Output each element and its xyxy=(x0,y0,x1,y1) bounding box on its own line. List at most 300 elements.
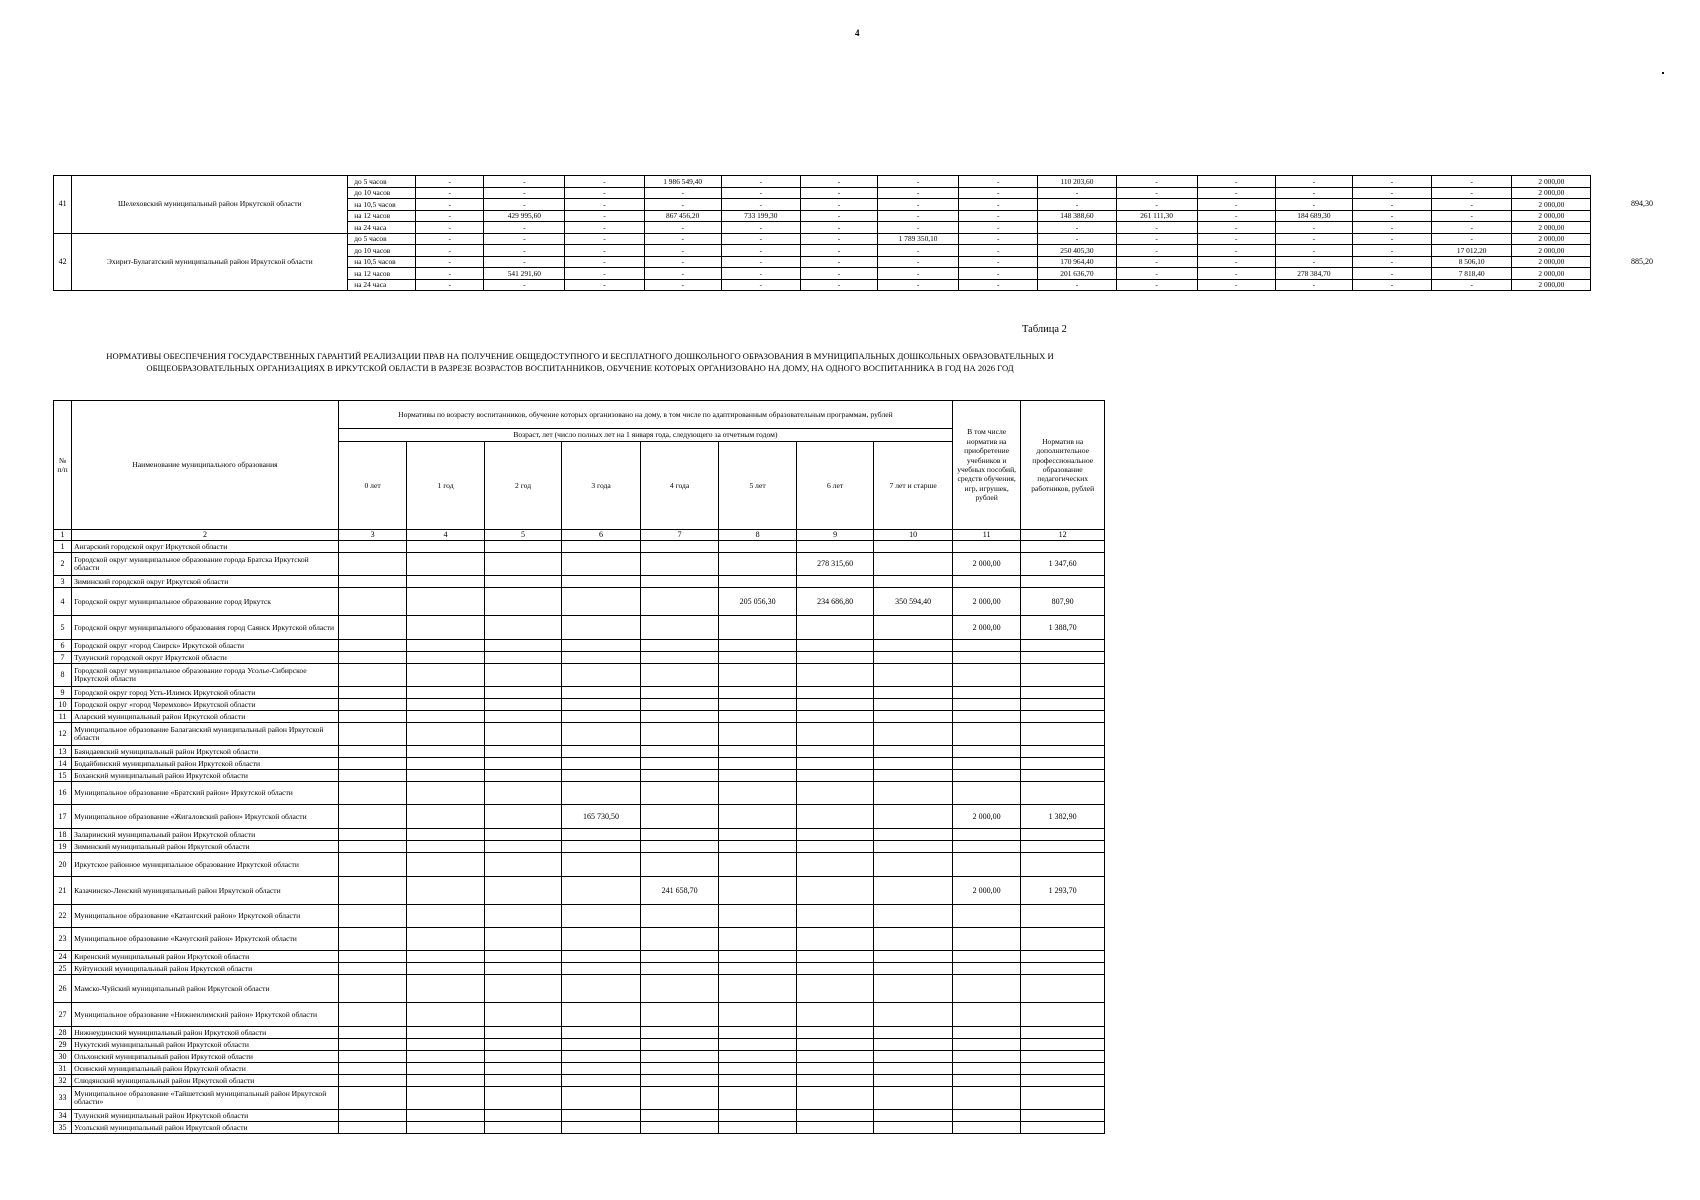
value-cell: - xyxy=(1038,199,1116,211)
table-row xyxy=(54,616,1105,640)
value-cell: 2 000,00 xyxy=(1512,279,1591,291)
value-cell xyxy=(562,723,641,746)
value-cell: - xyxy=(1116,233,1197,245)
value-cell xyxy=(952,758,1020,770)
value-cell: - xyxy=(416,210,484,222)
value-cell: - xyxy=(1275,256,1352,268)
municipality-name: Городской округ муниципальное образование города Братска Иркутской области xyxy=(72,553,339,576)
value-cell: - xyxy=(484,222,565,234)
value-cell xyxy=(338,711,406,723)
municipality-name: Ольхонский муниципальный район Иркутской области xyxy=(72,1051,339,1063)
period-cell: на 24 часа xyxy=(348,279,416,291)
header-index: 9 xyxy=(796,530,874,541)
value-cell xyxy=(874,805,953,829)
value-cell xyxy=(952,664,1020,687)
value-cell xyxy=(796,905,874,928)
value-cell: - xyxy=(721,245,800,257)
municipality-name: Усольский муниципальный район Иркутской области xyxy=(72,1122,339,1134)
table-row xyxy=(54,805,1105,829)
municipality-name: Муниципальное образование «Качугский район» Иркутской области xyxy=(72,928,339,951)
value-cell xyxy=(952,928,1020,951)
value-cell: - xyxy=(721,176,800,188)
value-cell: 1 347,60 xyxy=(1021,553,1105,576)
value-cell: 1 293,70 xyxy=(1021,877,1105,905)
value-cell xyxy=(338,1063,406,1075)
value-cell xyxy=(952,687,1020,699)
value-cell xyxy=(562,588,641,616)
value-cell xyxy=(407,1087,485,1110)
value-cell: - xyxy=(959,279,1038,291)
table-row xyxy=(54,687,1105,699)
row-number: 30 xyxy=(54,1051,72,1063)
value-cell: - xyxy=(644,268,721,280)
value-cell: - xyxy=(959,256,1038,268)
municipality-name: Куйтунский муниципальный район Иркутской области xyxy=(72,963,339,975)
municipality-name: Муниципальное образование «Братский район» Иркутской области xyxy=(72,782,339,805)
value-cell xyxy=(407,1039,485,1051)
row-number: 21 xyxy=(54,877,72,905)
value-cell xyxy=(719,829,797,841)
value-cell xyxy=(640,576,719,588)
row-number: 25 xyxy=(54,963,72,975)
value-cell xyxy=(1021,841,1105,853)
value-cell xyxy=(484,853,562,877)
value-cell xyxy=(640,1122,719,1134)
value-cell: - xyxy=(959,187,1038,199)
value-cell xyxy=(1021,928,1105,951)
value-cell: - xyxy=(878,279,959,291)
row-number: 5 xyxy=(54,616,72,640)
value-cell xyxy=(484,805,562,829)
value-cell: - xyxy=(1352,187,1431,199)
value-cell xyxy=(407,928,485,951)
value-cell xyxy=(874,951,953,963)
row-number: 6 xyxy=(54,640,72,652)
value-cell xyxy=(1021,829,1105,841)
value-cell: 2 000,00 xyxy=(1512,222,1591,234)
value-cell xyxy=(338,1087,406,1110)
value-cell xyxy=(1021,652,1105,664)
value-cell xyxy=(874,553,953,576)
value-cell xyxy=(562,1027,641,1039)
value-cell xyxy=(796,699,874,711)
value-cell xyxy=(338,805,406,829)
municipality-name: Слюдянский муниципальный район Иркутской области xyxy=(72,1075,339,1087)
value-cell xyxy=(719,553,797,576)
value-cell: - xyxy=(721,233,800,245)
row-number: 18 xyxy=(54,829,72,841)
table-row xyxy=(54,1051,1105,1063)
table-row xyxy=(54,770,1105,782)
row-number: 11 xyxy=(54,711,72,723)
header-age-group: Возраст, лет (число полных лет на 1 января года, следующего за отчетным годом) xyxy=(338,429,952,442)
value-cell: - xyxy=(1432,210,1512,222)
value-cell: - xyxy=(416,187,484,199)
value-cell xyxy=(484,652,562,664)
value-cell xyxy=(562,1110,641,1122)
value-cell: - xyxy=(959,222,1038,234)
value-cell xyxy=(407,616,485,640)
header-index: 11 xyxy=(952,530,1020,541)
value-cell xyxy=(338,928,406,951)
row-number: 8 xyxy=(54,664,72,687)
value-cell xyxy=(484,1027,562,1039)
value-cell: - xyxy=(484,199,565,211)
value-cell xyxy=(562,541,641,553)
value-cell xyxy=(796,770,874,782)
value-cell: 2 000,00 xyxy=(952,805,1020,829)
value-cell xyxy=(796,616,874,640)
value-cell: - xyxy=(800,256,877,268)
row-number: 41 xyxy=(54,176,72,234)
value-cell xyxy=(952,576,1020,588)
value-cell: 201 636,70 xyxy=(1038,268,1116,280)
municipality-name: Заларинский муниципальный район Иркутской области xyxy=(72,829,339,841)
value-cell xyxy=(1021,1039,1105,1051)
value-cell xyxy=(562,829,641,841)
value-cell: 7 818,40 xyxy=(1432,268,1512,280)
row-number: 14 xyxy=(54,758,72,770)
municipality-name: Баяндаевский муниципальный район Иркутской области xyxy=(72,746,339,758)
value-cell xyxy=(562,1051,641,1063)
value-cell xyxy=(484,746,562,758)
value-cell: - xyxy=(1352,245,1431,257)
value-cell: - xyxy=(1275,233,1352,245)
value-cell: - xyxy=(644,187,721,199)
value-cell xyxy=(796,652,874,664)
value-cell xyxy=(562,758,641,770)
value-cell: - xyxy=(959,268,1038,280)
municipality-name: Киренский муниципальный район Иркутской области xyxy=(72,951,339,963)
municipality-name: Городской округ муниципальное образование город Иркутск xyxy=(72,588,339,616)
row-number: 7 xyxy=(54,652,72,664)
value-cell xyxy=(338,553,406,576)
value-cell: - xyxy=(959,199,1038,211)
row-number: 10 xyxy=(54,699,72,711)
value-cell: - xyxy=(721,187,800,199)
municipality-name: Муниципальное образование Балаганский муниципальный район Иркутской области xyxy=(72,723,339,746)
value-cell xyxy=(796,829,874,841)
table-row xyxy=(54,664,1105,687)
value-cell xyxy=(562,877,641,905)
value-cell: - xyxy=(1275,187,1352,199)
value-cell xyxy=(719,1110,797,1122)
row-number: 42 xyxy=(54,233,72,291)
value-cell xyxy=(338,664,406,687)
value-cell xyxy=(874,975,953,1003)
municipality-name: Бодайбинский муниципальный район Иркутской области xyxy=(72,758,339,770)
value-cell xyxy=(1021,975,1105,1003)
municipality-name: Городской округ город Усть-Илимск Иркутской области xyxy=(72,687,339,699)
municipality-name: Городской округ муниципального образования город Саянск Иркутской области xyxy=(72,616,339,640)
table-row xyxy=(54,951,1105,963)
value-cell xyxy=(719,1087,797,1110)
value-cell: 2 000,00 xyxy=(1512,187,1591,199)
row-number: 24 xyxy=(54,951,72,963)
value-cell xyxy=(338,841,406,853)
value-cell xyxy=(719,652,797,664)
value-cell xyxy=(952,1003,1020,1027)
value-cell xyxy=(796,1039,874,1051)
table-row xyxy=(54,699,1105,711)
value-cell: - xyxy=(484,187,565,199)
value-cell: - xyxy=(878,245,959,257)
value-cell xyxy=(407,1027,485,1039)
value-cell: - xyxy=(1197,256,1275,268)
value-cell xyxy=(874,1027,953,1039)
table-row xyxy=(54,853,1105,877)
value-cell: - xyxy=(1352,233,1431,245)
value-cell xyxy=(338,770,406,782)
value-cell: - xyxy=(416,233,484,245)
value-cell: 429 995,60 xyxy=(484,210,565,222)
value-cell xyxy=(407,963,485,975)
value-cell xyxy=(1021,758,1105,770)
table-row xyxy=(54,905,1105,928)
value-cell: - xyxy=(800,268,877,280)
value-cell xyxy=(796,687,874,699)
value-cell xyxy=(338,1003,406,1027)
value-cell xyxy=(874,576,953,588)
value-cell xyxy=(952,723,1020,746)
value-cell xyxy=(719,1051,797,1063)
value-cell xyxy=(407,576,485,588)
value-cell: - xyxy=(1116,245,1197,257)
header-age: 5 лет xyxy=(719,442,797,530)
value-cell: - xyxy=(1038,233,1116,245)
value-cell: 2 000,00 xyxy=(952,588,1020,616)
municipality-name: Тулунский городской округ Иркутской области xyxy=(72,652,339,664)
row-number: 3 xyxy=(54,576,72,588)
value-cell: - xyxy=(1197,176,1275,188)
value-cell: - xyxy=(416,245,484,257)
value-cell: 278 315,60 xyxy=(796,553,874,576)
value-cell: 2 000,00 xyxy=(1512,199,1591,211)
value-cell xyxy=(874,905,953,928)
value-cell: 1 388,70 xyxy=(1021,616,1105,640)
value-cell xyxy=(1021,1051,1105,1063)
value-cell: - xyxy=(1197,199,1275,211)
value-cell xyxy=(1021,963,1105,975)
value-cell xyxy=(640,951,719,963)
value-cell: - xyxy=(1116,222,1197,234)
value-cell xyxy=(719,576,797,588)
value-cell xyxy=(640,1075,719,1087)
value-cell xyxy=(640,1063,719,1075)
value-cell: 250 405,30 xyxy=(1038,245,1116,257)
value-cell xyxy=(484,1063,562,1075)
value-cell xyxy=(1021,1075,1105,1087)
value-cell xyxy=(796,1003,874,1027)
value-cell xyxy=(1021,687,1105,699)
municipality-name: Зиминский муниципальный район Иркутской области xyxy=(72,841,339,853)
period-cell: до 10 часов xyxy=(348,187,416,199)
value-cell: - xyxy=(1352,268,1431,280)
value-cell xyxy=(484,1110,562,1122)
municipality-name: Эхирит-Булагатский муниципальный район Иркутской области xyxy=(72,233,348,291)
value-cell xyxy=(562,1122,641,1134)
header-group: Нормативы по возрасту воспитанников, обучение которых организовано на дому, в том числе по адаптированным образовательным программам, рублей xyxy=(338,401,952,429)
period-cell: до 5 часов xyxy=(348,176,416,188)
value-cell: - xyxy=(1197,210,1275,222)
value-cell: - xyxy=(878,187,959,199)
value-cell xyxy=(719,877,797,905)
value-cell xyxy=(719,928,797,951)
value-cell xyxy=(796,723,874,746)
value-cell xyxy=(796,541,874,553)
value-cell xyxy=(562,951,641,963)
value-cell: 541 291,60 xyxy=(484,268,565,280)
period-cell: на 12 часов xyxy=(348,210,416,222)
period-cell: на 10,5 часов xyxy=(348,256,416,268)
header-norm: Норматив на дополнительное профессиональное образование педагогических работников, рублей xyxy=(1021,401,1105,530)
value-cell: 110 203,60 xyxy=(1038,176,1116,188)
row-number: 32 xyxy=(54,1075,72,1087)
value-cell xyxy=(796,963,874,975)
value-cell: - xyxy=(565,222,644,234)
value-cell xyxy=(484,782,562,805)
value-cell xyxy=(338,829,406,841)
value-cell xyxy=(338,699,406,711)
value-cell: - xyxy=(1116,279,1197,291)
value-cell xyxy=(719,746,797,758)
value-cell xyxy=(484,699,562,711)
value-cell: - xyxy=(565,256,644,268)
value-cell: - xyxy=(1038,222,1116,234)
value-cell xyxy=(484,541,562,553)
row-number: 22 xyxy=(54,905,72,928)
table-row xyxy=(54,758,1105,770)
value-cell xyxy=(338,758,406,770)
value-cell xyxy=(1021,1087,1105,1110)
value-cell: 2 000,00 xyxy=(1512,245,1591,257)
value-cell: - xyxy=(1275,176,1352,188)
value-cell: - xyxy=(1038,187,1116,199)
value-cell: 165 730,50 xyxy=(562,805,641,829)
table-row xyxy=(54,640,1105,652)
value-cell xyxy=(640,640,719,652)
value-cell xyxy=(874,1039,953,1051)
value-cell xyxy=(719,853,797,877)
value-cell xyxy=(407,1075,485,1087)
value-cell xyxy=(407,652,485,664)
header-num: № п/п xyxy=(54,401,72,530)
period-cell: на 24 часа xyxy=(348,222,416,234)
table-row xyxy=(54,877,1105,905)
value-cell: - xyxy=(800,199,877,211)
value-cell xyxy=(796,782,874,805)
value-cell xyxy=(719,1003,797,1027)
municipality-name: Нукутский муниципальный район Иркутской области xyxy=(72,1039,339,1051)
table-row xyxy=(54,782,1105,805)
value-cell xyxy=(952,711,1020,723)
value-cell: - xyxy=(878,210,959,222)
value-cell: - xyxy=(565,176,644,188)
value-cell xyxy=(796,1027,874,1039)
value-cell xyxy=(719,664,797,687)
value-cell xyxy=(484,905,562,928)
value-cell xyxy=(874,616,953,640)
value-cell xyxy=(562,975,641,1003)
table-2-title: НОРМАТИВЫ ОБЕСПЕЧЕНИЯ ГОСУДАРСТВЕННЫХ ГАРАНТИЙ РЕАЛИЗАЦИИ ПРАВ НА ПОЛУЧЕНИЕ ОБЩЕДОСТУПНОГО И БЕСПЛАТНОГО ДОШКОЛЬНОГО ОБРАЗОВАНИЯ В МУНИЦИПАЛЬНЫХ ДОШКОЛЬНЫХ ОБРАЗОВАТЕЛЬНЫХ И ОБЩЕОБРАЗОВАТЕЛЬНЫХ ОРГАНИЗАЦИЯХ В ИРКУТСКОЙ ОБЛАСТИ В РАЗРЕЗЕ ВОЗРАСТОВ ВОСПИТАННИКОВ, ОБУЧЕНИЕ КОТОРЫХ ОРГАНИЗОВАНО НА ДОМУ, НА ОДНОГО ВОСПИТАННИКА В ГОД НА 2026 ГОД xyxy=(106,351,1054,373)
value-cell: - xyxy=(1432,187,1512,199)
table-row xyxy=(54,1003,1105,1027)
value-cell: 17 012,20 xyxy=(1432,245,1512,257)
value-cell: - xyxy=(565,279,644,291)
municipality-name: Муниципальное образование «Нижнеилимский район» Иркутской области xyxy=(72,1003,339,1027)
value-cell xyxy=(719,1027,797,1039)
page-number: 4 xyxy=(855,28,860,38)
value-cell xyxy=(719,905,797,928)
value-cell xyxy=(338,877,406,905)
value-cell xyxy=(562,1075,641,1087)
value-cell xyxy=(562,1039,641,1051)
value-cell xyxy=(407,746,485,758)
value-cell xyxy=(1021,853,1105,877)
value-cell xyxy=(1021,640,1105,652)
value-cell xyxy=(796,975,874,1003)
table-row xyxy=(54,1122,1105,1134)
period-cell: на 10,5 часов xyxy=(348,199,416,211)
value-cell xyxy=(952,1051,1020,1063)
value-cell xyxy=(640,1110,719,1122)
value-cell: 733 199,30 xyxy=(721,210,800,222)
value-cell: - xyxy=(644,279,721,291)
value-cell: - xyxy=(800,176,877,188)
value-cell xyxy=(484,1039,562,1051)
value-cell: - xyxy=(1275,279,1352,291)
value-cell xyxy=(407,687,485,699)
value-cell xyxy=(1021,1003,1105,1027)
value-cell xyxy=(640,541,719,553)
header-name: Наименование муниципального образования xyxy=(72,401,339,530)
value-cell xyxy=(640,553,719,576)
value-cell xyxy=(562,616,641,640)
speck xyxy=(1662,72,1664,74)
value-cell xyxy=(952,699,1020,711)
row-number: 26 xyxy=(54,975,72,1003)
value-cell xyxy=(719,758,797,770)
value-cell: - xyxy=(800,222,877,234)
value-cell: 2 000,00 xyxy=(1512,268,1591,280)
value-cell xyxy=(640,652,719,664)
value-cell xyxy=(562,782,641,805)
value-cell: 278 384,70 xyxy=(1275,268,1352,280)
row-number: 19 xyxy=(54,841,72,853)
value-cell xyxy=(407,770,485,782)
value-cell: - xyxy=(1116,199,1197,211)
value-cell: - xyxy=(721,199,800,211)
value-cell: - xyxy=(1352,279,1431,291)
value-cell xyxy=(719,723,797,746)
value-cell xyxy=(796,805,874,829)
header-index: 6 xyxy=(562,530,641,541)
value-cell xyxy=(952,975,1020,1003)
header-index: 10 xyxy=(874,530,953,541)
row-number: 33 xyxy=(54,1087,72,1110)
value-cell xyxy=(874,770,953,782)
value-cell: 205 056,30 xyxy=(719,588,797,616)
value-cell xyxy=(484,553,562,576)
period-cell: до 5 часов xyxy=(348,233,416,245)
value-cell xyxy=(338,746,406,758)
value-cell xyxy=(640,664,719,687)
header-index: 7 xyxy=(640,530,719,541)
value-cell: - xyxy=(1197,268,1275,280)
value-cell: - xyxy=(416,176,484,188)
value-cell: 350 594,40 xyxy=(874,588,953,616)
value-cell xyxy=(407,588,485,616)
